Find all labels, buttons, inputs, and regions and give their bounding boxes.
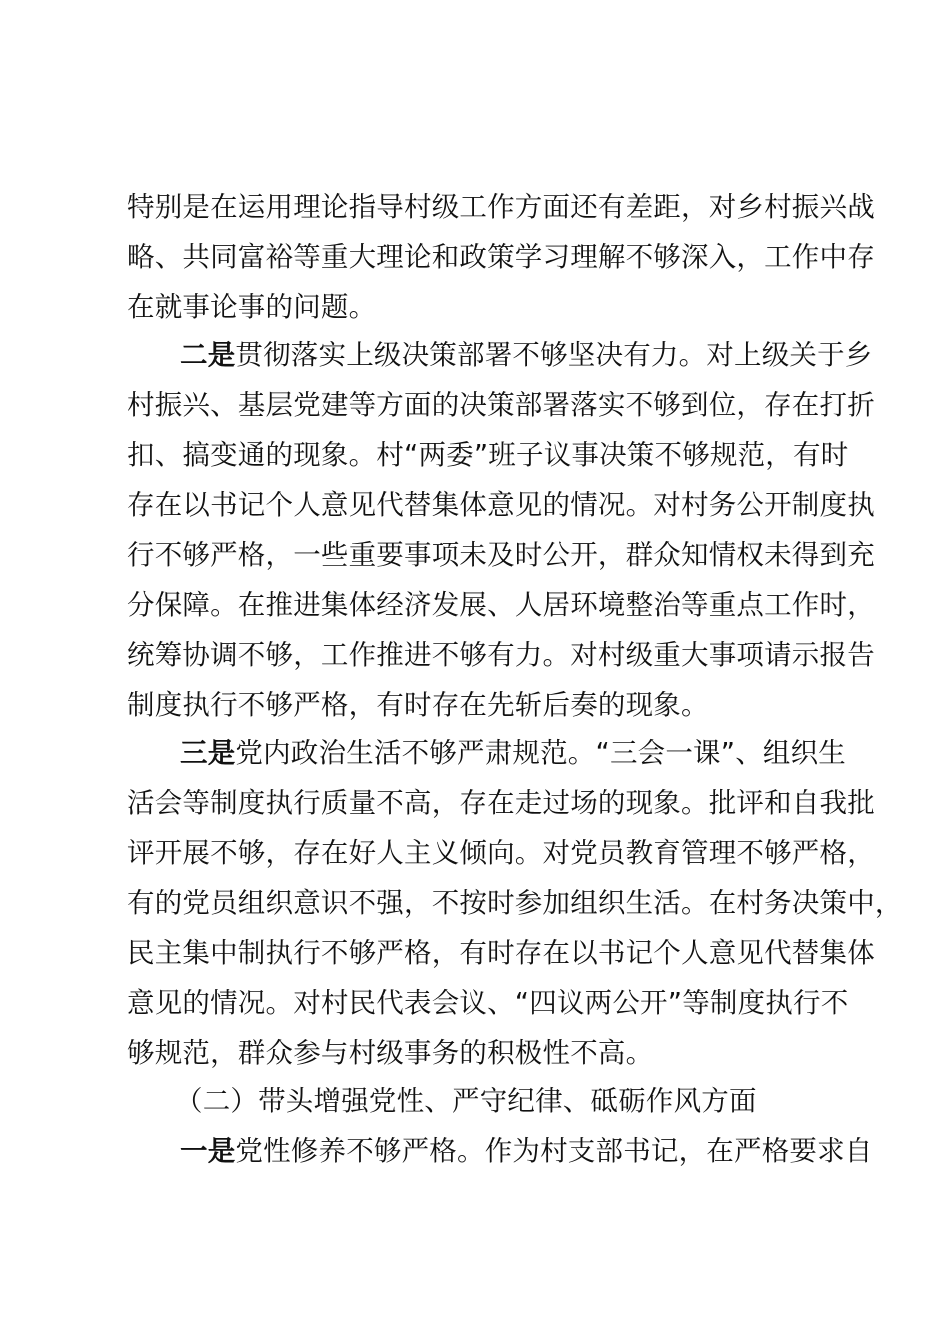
paragraph-line: 存在以书记个人意见代替集体意见的情况。对村务公开制度执 xyxy=(127,489,875,521)
paragraph-line: 行不够严格，一些重要事项未及时公开，群众知情权未得到充 xyxy=(127,539,875,571)
paragraph-line: 活会等制度执行质量不高，存在走过场的现象。批评和自我批 xyxy=(127,787,875,819)
paragraph-line: 够规范，群众参与村级事务的积极性不高。 xyxy=(127,1037,654,1069)
paragraph-line: 有的党员组织意识不强，不按时参加组织生活。在村务决策中， xyxy=(127,887,903,919)
paragraph-line: 扣、搞变通的现象。村“两委”班子议事决策不够规范，有时 xyxy=(127,439,849,471)
paragraph-first-line xyxy=(180,330,873,380)
paragraph-line: 制度执行不够严格，有时存在先斩后奏的现象。 xyxy=(127,689,709,721)
paragraph-line: 评开展不够，存在好人主义倾向。对党员教育管理不够严格， xyxy=(127,837,875,869)
paragraph-text: 党内政治生活不够严肃规范。“三会一课”、组织生 xyxy=(235,737,846,769)
paragraph-line: 在就事论事的问题。 xyxy=(127,291,377,323)
paragraph-first-line xyxy=(180,728,846,778)
paragraph-line: 分保障。在推进集体经济发展、人居环境整治等重点工作时， xyxy=(127,589,875,621)
paragraph-line: 意见的情况。对村民代表会议、“四议两公开”等制度执行不 xyxy=(127,987,849,1019)
paragraph-lead: 三是 xyxy=(180,737,236,769)
paragraph-lead: 二是 xyxy=(180,339,236,371)
section-heading: （二）带头增强党性、严守纪律、砥砺作风方面 xyxy=(175,1085,757,1117)
paragraph-line: 统筹协调不够，工作推进不够有力。对村级重大事项请示报告 xyxy=(127,639,875,671)
paragraph-line: 特别是在运用理论指导村级工作方面还有差距，对乡村振兴战 xyxy=(127,191,875,223)
paragraph-line: 村振兴、基层党建等方面的决策部署落实不够到位，存在打折 xyxy=(127,389,875,421)
paragraph-text: 贯彻落实上级决策部署不够坚决有力。对上级关于乡 xyxy=(235,339,873,371)
paragraph-text: 党性修养不够严格。作为村支部书记，在严格要求自 xyxy=(235,1135,873,1167)
paragraph-line: 略、共同富裕等重大理论和政策学习理解不够深入，工作中存 xyxy=(127,241,875,273)
paragraph-lead: 一是 xyxy=(180,1135,236,1167)
paragraph-first-line xyxy=(180,1126,873,1176)
paragraph-line: 民主集中制执行不够严格，有时存在以书记个人意见代替集体 xyxy=(127,937,875,969)
